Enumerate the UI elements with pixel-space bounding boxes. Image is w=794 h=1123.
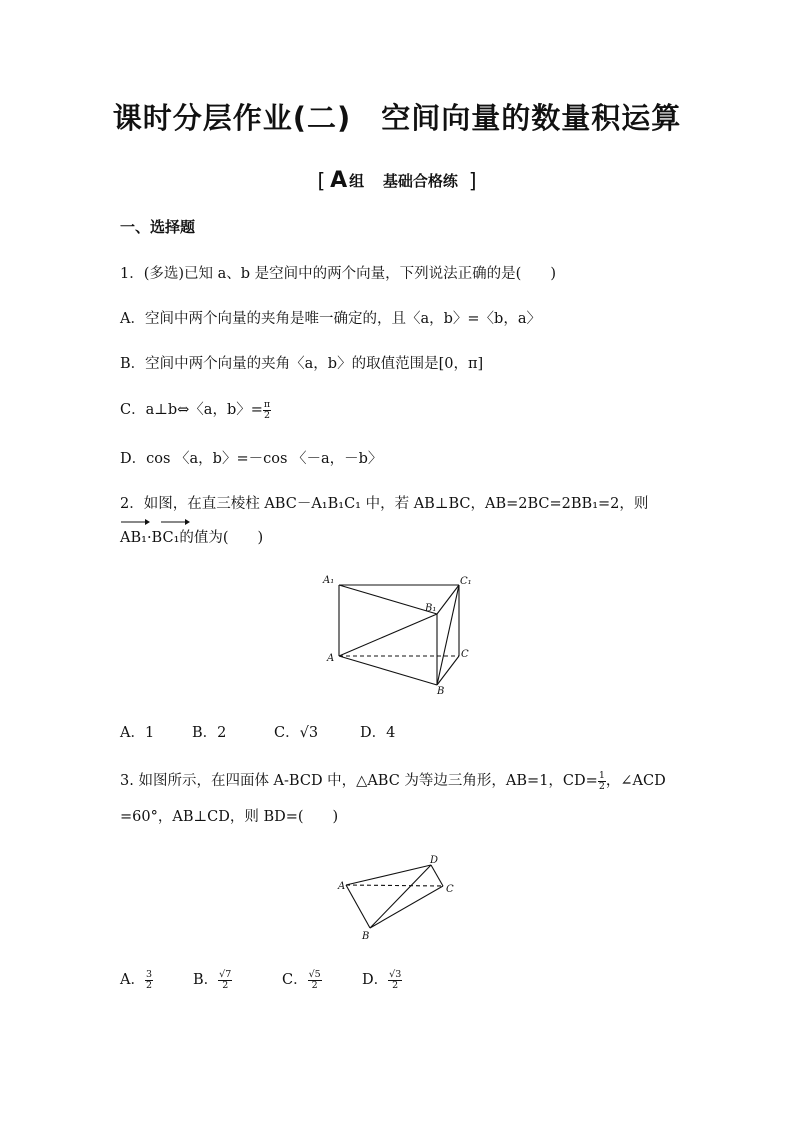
label-b: B — [437, 686, 445, 697]
fraction-denominator: 2 — [311, 979, 318, 991]
fraction-numerator: √5 — [308, 968, 321, 980]
option-label: C． — [282, 972, 308, 988]
label-a: A — [327, 653, 335, 664]
fraction-denominator: 2 — [145, 979, 153, 991]
group-badge: A — [330, 168, 348, 193]
fraction-denominator: 2 — [263, 409, 271, 421]
group-char: 组 — [349, 172, 365, 190]
q3-stem-angle: ，∠ACD — [605, 773, 666, 789]
q2-option-a: A．1 — [120, 725, 155, 741]
label-c: C — [446, 884, 454, 895]
q2-options — [120, 721, 395, 742]
bracket-close: ] — [468, 168, 477, 193]
label-d: D — [430, 855, 439, 866]
q1-option-c-fraction — [263, 400, 271, 421]
q3-stem-line1 — [120, 769, 666, 792]
bracket-open: [ — [317, 168, 326, 193]
q3-option-a — [120, 968, 193, 991]
option-label: B． — [193, 972, 219, 988]
q3-tetrahedron-figure — [330, 848, 470, 943]
fraction-numerator: √3 — [389, 968, 402, 980]
fraction-numerator: 3 — [145, 968, 153, 980]
q3-stem-line2: =60°，AB⊥CD，则 BD=( ) — [120, 809, 339, 825]
q3-stem-text: 3. 如图所示，在四面体 A-BCD 中，△ABC 为等边三角形，AB=1，CD= — [120, 773, 598, 789]
group-text: 基础合格练 — [382, 172, 458, 190]
q3-option-d — [362, 968, 402, 991]
fraction-denominator: 2 — [598, 780, 605, 792]
q2-option-c: C．√3 — [274, 725, 319, 741]
q2-stem-line2: AB₁·BC₁的值为( ) — [120, 530, 264, 546]
option-label: A． — [120, 972, 145, 988]
q3-cd-fraction — [598, 771, 606, 792]
fraction-numerator: 1 — [598, 769, 605, 781]
label-a1: A₁ — [323, 575, 335, 586]
q1-option-d: D．cos 〈a，b〉=－cos 〈－a，－b〉 — [120, 451, 383, 467]
q3-option-b — [193, 968, 282, 991]
q3-options — [120, 968, 402, 991]
q2-option-d: D．4 — [360, 725, 396, 741]
option-label: D． — [362, 972, 389, 988]
label-b1: B₁ — [425, 603, 437, 614]
label-c: C — [461, 649, 469, 660]
option-fraction — [218, 970, 232, 991]
q2-prism-figure — [315, 568, 485, 698]
q1-stem: 1．(多选)已知 a、b 是空间中的两个向量，下列说法正确的是( ) — [120, 266, 556, 282]
label-b: B — [362, 931, 370, 942]
label-a: A — [338, 881, 346, 892]
option-fraction — [145, 970, 153, 991]
q1-option-c-text: C．a⊥b⇔〈a，b〉= — [120, 402, 263, 418]
q2-vector-arrows — [119, 517, 191, 527]
fraction-denominator: 2 — [392, 979, 399, 991]
q1-option-b: B．空间中两个向量的夹角〈a，b〉的取值范围是[0，π] — [120, 356, 484, 372]
q1-option-a: A．空间中两个向量的夹角是唯一确定的，且〈a，b〉=〈b，a〉 — [120, 311, 541, 327]
option-fraction — [308, 970, 322, 991]
fraction-denominator: 2 — [222, 979, 229, 991]
fraction-numerator: √7 — [219, 968, 232, 980]
label-c1: C₁ — [460, 576, 472, 587]
q2-option-b: B．2 — [192, 725, 227, 741]
q3-option-c — [282, 968, 362, 991]
section-heading: 一、选择题 — [120, 218, 196, 236]
fraction-numerator: π — [263, 398, 271, 410]
page-title: 课时分层作业(二) 空间向量的数量积运算 — [112, 101, 682, 135]
q1-option-c — [120, 398, 271, 421]
q2-stem-line1: 2．如图，在直三棱柱 ABC－A₁B₁C₁ 中，若 AB⊥BC，AB=2BC=2BB₁=2，则 — [120, 496, 649, 512]
group-header — [0, 168, 794, 193]
option-fraction — [388, 970, 402, 991]
